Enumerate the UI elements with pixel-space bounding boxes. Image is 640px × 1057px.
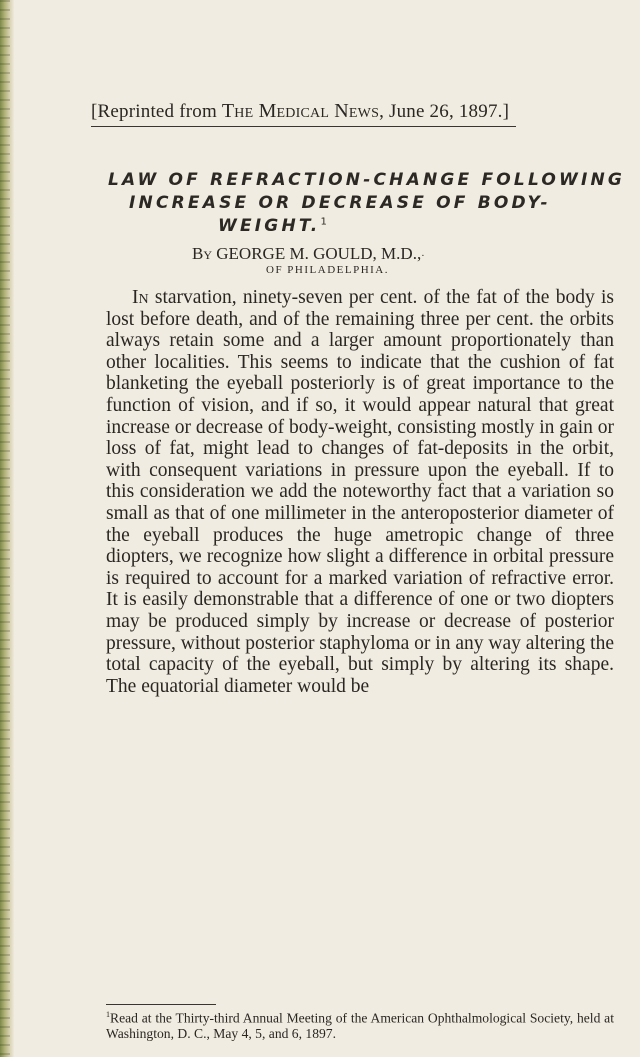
author-name: GEORGE M. GOULD, M.D., <box>216 244 422 263</box>
author-affiliation: OF PHILADELPHIA. <box>266 264 389 276</box>
body-text: starvation, ninety-seven per cent. of the fat of the body is lost before death, and of the remaining three per cent. the orbits always retain some and a larger amount proportionately than other localities. This seems to indicate that the cushion of fat blanketing the eyeball posteriorly is of great importance to the function of vision, and if so, it would appear natural that great increase or decrease of body-weight, consisting mostly in gain or loss of fat, might lead to changes of fat-deposits in the orbit, with consequent variations in pressure upon the eyeball. If to this consideration we add the noteworthy fact that a variation so small as that of one millimeter in the anteroposterior diameter of the eyeball produces the huge ametropic change of three diopters, we recognize how slight a difference in orbital pressure is required to account for a marked variation of refractive error. It is easily demonstrable that a difference of one or two diopters may be produced simply by increase or decrease of posterior pressure, without posterior staphyloma or in any way altering the total capacity of the eyeball, but simply by altering its shape. The equatorial diameter would be <box>106 287 614 697</box>
footnote-rule <box>106 1004 216 1005</box>
byline: By GEORGE M. GOULD, M.D.,· <box>192 244 425 263</box>
article-title-line-2: INCREASE OR DECREASE OF BODY- <box>129 193 551 213</box>
article-title-line-1: LAW OF REFRACTION-CHANGE FOLLOWING <box>108 170 626 190</box>
footnote-text: Read at the Thirty-third Annual Meeting of the American Ophthalmological Society, held at Washington, D. C., May 4, 5, and 6, 1897. <box>106 1010 614 1041</box>
reprint-date: , June 26, 1897.] <box>379 101 510 122</box>
reprint-header <box>91 100 631 123</box>
article-body <box>106 287 614 697</box>
journal-name: The Medical News <box>221 100 380 122</box>
by-label: By <box>192 244 213 263</box>
footnote <box>106 1007 614 1041</box>
article-title-text: WEIGHT. <box>218 216 321 236</box>
header-rule <box>91 126 516 127</box>
article-title-line-3 <box>218 216 640 236</box>
title-footnote-mark: 1 <box>320 216 327 228</box>
body-lead-word: In <box>132 287 149 308</box>
footnote-mark: 1 <box>106 1010 110 1019</box>
reprint-prefix: [Reprinted from <box>91 101 222 122</box>
